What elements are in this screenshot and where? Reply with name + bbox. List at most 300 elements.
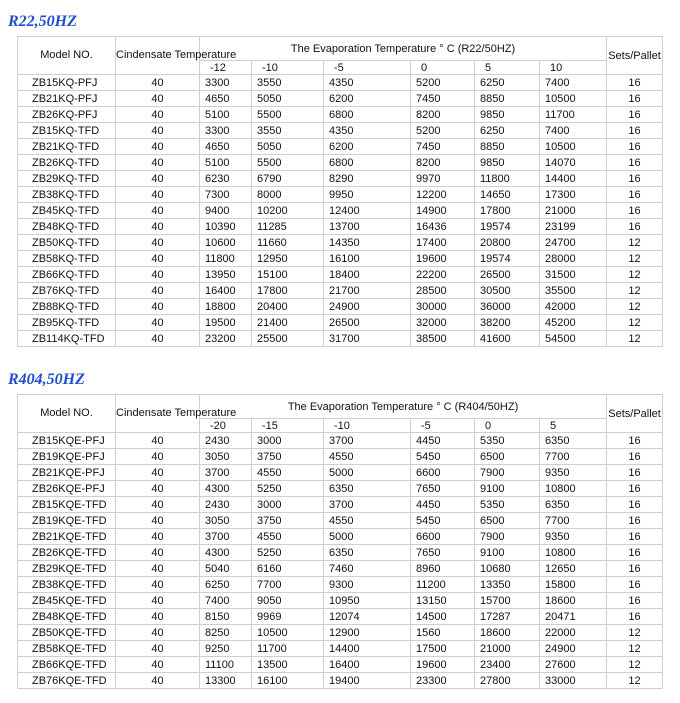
capacity-cell: 9250 <box>200 641 252 657</box>
capacity-cell: 5200 <box>411 75 475 91</box>
condensate-cell: 40 <box>116 545 200 561</box>
capacity-cell: 6800 <box>324 107 411 123</box>
capacity-cell: 5050 <box>252 139 324 155</box>
condensate-cell: 40 <box>116 529 200 545</box>
capacity-cell: 17287 <box>475 609 540 625</box>
capacity-cell: 6500 <box>475 449 540 465</box>
capacity-cell: 11660 <box>252 235 324 251</box>
capacity-cell: 25500 <box>252 331 324 347</box>
section-title-r22: R22,50HZ <box>8 13 77 30</box>
condensate-cell: 40 <box>116 75 200 91</box>
sets-cell: 12 <box>607 251 663 267</box>
capacity-cell: 6350 <box>324 481 411 497</box>
table-row <box>18 107 663 123</box>
temp-header: -10 <box>324 419 411 433</box>
capacity-cell: 23199 <box>540 219 607 235</box>
capacity-cell: 10390 <box>200 219 252 235</box>
capacity-cell: 10500 <box>252 625 324 641</box>
capacity-cell: 11700 <box>540 107 607 123</box>
capacity-cell: 7700 <box>540 449 607 465</box>
capacity-cell: 3700 <box>324 433 411 449</box>
model-cell: ZB26KQE-TFD <box>18 545 116 561</box>
capacity-cell: 15700 <box>475 593 540 609</box>
capacity-cell: 11800 <box>200 251 252 267</box>
capacity-cell: 5000 <box>324 465 411 481</box>
capacity-cell: 3300 <box>200 123 252 139</box>
capacity-cell: 30000 <box>411 299 475 315</box>
temp-header: -15 <box>252 419 324 433</box>
capacity-cell: 7400 <box>200 593 252 609</box>
temp-header: -12 <box>200 61 252 75</box>
capacity-cell: 24900 <box>540 641 607 657</box>
header-sets: Sets/Pallet <box>607 395 663 433</box>
capacity-cell: 28000 <box>540 251 607 267</box>
condensate-cell: 40 <box>116 267 200 283</box>
capacity-cell: 14070 <box>540 155 607 171</box>
model-cell: ZB29KQE-TFD <box>18 561 116 577</box>
capacity-cell: 3050 <box>200 449 252 465</box>
capacity-cell: 17400 <box>411 235 475 251</box>
capacity-cell: 10800 <box>540 481 607 497</box>
table-row <box>18 529 663 545</box>
capacity-cell: 9950 <box>324 187 411 203</box>
capacity-cell: 10500 <box>540 139 607 155</box>
capacity-cell: 9100 <box>475 481 540 497</box>
condensate-cell: 40 <box>116 251 200 267</box>
capacity-cell: 7450 <box>411 91 475 107</box>
capacity-cell: 27800 <box>475 673 540 689</box>
capacity-cell: 12900 <box>324 625 411 641</box>
capacity-cell: 5050 <box>252 91 324 107</box>
header-sets: Sets/Pallet <box>607 37 663 75</box>
capacity-cell: 12650 <box>540 561 607 577</box>
table-row <box>18 123 663 139</box>
sets-cell: 16 <box>607 139 663 155</box>
capacity-cell: 3700 <box>200 529 252 545</box>
capacity-cell: 8000 <box>252 187 324 203</box>
capacity-cell: 19500 <box>200 315 252 331</box>
model-cell: ZB88KQ-TFD <box>18 299 116 315</box>
capacity-cell: 3550 <box>252 123 324 139</box>
sets-cell: 16 <box>607 155 663 171</box>
model-cell: ZB15KQ-PFJ <box>18 75 116 91</box>
model-cell: ZB26KQ-PFJ <box>18 107 116 123</box>
capacity-cell: 9970 <box>411 171 475 187</box>
capacity-cell: 14650 <box>475 187 540 203</box>
capacity-cell: 6350 <box>540 497 607 513</box>
capacity-cell: 9300 <box>324 577 411 593</box>
table-row <box>18 593 663 609</box>
capacity-cell: 4550 <box>324 449 411 465</box>
condensate-cell: 40 <box>116 139 200 155</box>
condensate-cell: 40 <box>116 561 200 577</box>
capacity-cell: 11700 <box>252 641 324 657</box>
capacity-cell: 12950 <box>252 251 324 267</box>
table-row <box>18 513 663 529</box>
capacity-cell: 4550 <box>252 529 324 545</box>
capacity-cell: 1560 <box>411 625 475 641</box>
capacity-cell: 19400 <box>324 673 411 689</box>
capacity-cell: 14400 <box>540 171 607 187</box>
capacity-cell: 5350 <box>475 433 540 449</box>
table-row <box>18 577 663 593</box>
capacity-cell: 6600 <box>411 465 475 481</box>
capacity-cell: 13700 <box>324 219 411 235</box>
model-cell: ZB19KQE-PFJ <box>18 449 116 465</box>
capacity-cell: 22200 <box>411 267 475 283</box>
capacity-cell: 16100 <box>324 251 411 267</box>
condensate-cell: 40 <box>116 481 200 497</box>
sets-cell: 16 <box>607 577 663 593</box>
capacity-cell: 17500 <box>411 641 475 657</box>
capacity-cell: 7460 <box>324 561 411 577</box>
capacity-cell: 9969 <box>252 609 324 625</box>
sets-cell: 16 <box>607 497 663 513</box>
condensate-cell: 40 <box>116 187 200 203</box>
condensate-cell: 40 <box>116 577 200 593</box>
table-row <box>18 497 663 513</box>
capacity-cell: 38500 <box>411 331 475 347</box>
capacity-cell: 9350 <box>540 465 607 481</box>
capacity-cell: 19600 <box>411 251 475 267</box>
capacity-cell: 9050 <box>252 593 324 609</box>
capacity-cell: 12400 <box>324 203 411 219</box>
table-row <box>18 465 663 481</box>
capacity-cell: 17800 <box>475 203 540 219</box>
model-cell: ZB15KQE-PFJ <box>18 433 116 449</box>
temp-header: -20 <box>200 419 252 433</box>
capacity-cell: 3550 <box>252 75 324 91</box>
capacity-cell: 23300 <box>411 673 475 689</box>
header-model: Model NO. <box>18 395 116 433</box>
capacity-cell: 3050 <box>200 513 252 529</box>
capacity-cell: 11800 <box>475 171 540 187</box>
condensate-cell: 40 <box>116 593 200 609</box>
capacity-cell: 4650 <box>200 91 252 107</box>
capacity-cell: 6790 <box>252 171 324 187</box>
capacity-cell: 17800 <box>252 283 324 299</box>
model-cell: ZB58KQ-TFD <box>18 251 116 267</box>
capacity-cell: 19574 <box>475 219 540 235</box>
capacity-cell: 9100 <box>475 545 540 561</box>
model-cell: ZB21KQE-PFJ <box>18 465 116 481</box>
capacity-cell: 4550 <box>252 465 324 481</box>
capacity-cell: 21700 <box>324 283 411 299</box>
capacity-cell: 18400 <box>324 267 411 283</box>
condensate-cell: 40 <box>116 513 200 529</box>
capacity-cell: 6250 <box>200 577 252 593</box>
capacity-cell: 7400 <box>540 123 607 139</box>
temp-header: 0 <box>475 419 540 433</box>
capacity-cell: 6200 <box>324 91 411 107</box>
condensate-cell: 40 <box>116 203 200 219</box>
table-row <box>18 187 663 203</box>
model-cell: ZB50KQ-TFD <box>18 235 116 251</box>
model-cell: ZB38KQE-TFD <box>18 577 116 593</box>
sets-cell: 16 <box>607 123 663 139</box>
table-row <box>18 155 663 171</box>
condensate-cell: 40 <box>116 91 200 107</box>
capacity-cell: 7300 <box>200 187 252 203</box>
capacity-cell: 30500 <box>475 283 540 299</box>
capacity-cell: 41600 <box>475 331 540 347</box>
condensate-cell: 40 <box>116 465 200 481</box>
sets-cell: 12 <box>607 657 663 673</box>
capacity-cell: 6200 <box>324 139 411 155</box>
sets-cell: 12 <box>607 283 663 299</box>
capacity-cell: 7650 <box>411 545 475 561</box>
table-row <box>18 235 663 251</box>
sets-cell: 16 <box>607 107 663 123</box>
capacity-cell: 6350 <box>324 545 411 561</box>
capacity-cell: 18800 <box>200 299 252 315</box>
model-cell: ZB58KQE-TFD <box>18 641 116 657</box>
sets-cell: 12 <box>607 267 663 283</box>
capacity-cell: 45200 <box>540 315 607 331</box>
condensate-cell: 40 <box>116 235 200 251</box>
capacity-cell: 5100 <box>200 155 252 171</box>
condensate-cell: 40 <box>116 107 200 123</box>
model-cell: ZB15KQE-TFD <box>18 497 116 513</box>
model-cell: ZB76KQ-TFD <box>18 283 116 299</box>
condensate-cell: 40 <box>116 497 200 513</box>
capacity-cell: 21000 <box>475 641 540 657</box>
condensate-cell: 40 <box>116 299 200 315</box>
capacity-cell: 14500 <box>411 609 475 625</box>
table-row <box>18 609 663 625</box>
capacity-cell: 12074 <box>324 609 411 625</box>
capacity-cell: 4450 <box>411 497 475 513</box>
table-row <box>18 561 663 577</box>
capacity-cell: 3750 <box>252 513 324 529</box>
capacity-cell: 8200 <box>411 155 475 171</box>
model-cell: ZB21KQE-TFD <box>18 529 116 545</box>
temp-header: -5 <box>411 419 475 433</box>
sets-cell: 16 <box>607 609 663 625</box>
condensate-cell: 40 <box>116 155 200 171</box>
capacity-cell: 38200 <box>475 315 540 331</box>
capacity-cell: 16400 <box>324 657 411 673</box>
sets-cell: 12 <box>607 299 663 315</box>
model-cell: ZB48KQE-TFD <box>18 609 116 625</box>
header-condensate: Cindensate Temperature <box>116 37 200 75</box>
capacity-cell: 4350 <box>324 123 411 139</box>
capacity-cell: 31500 <box>540 267 607 283</box>
model-cell: ZB21KQ-PFJ <box>18 91 116 107</box>
temp-header: 0 <box>411 61 475 75</box>
capacity-cell: 6250 <box>475 75 540 91</box>
capacity-cell: 23200 <box>200 331 252 347</box>
temp-header: 5 <box>540 419 607 433</box>
model-cell: ZB15KQ-TFD <box>18 123 116 139</box>
spec-table-r22 <box>17 36 663 347</box>
capacity-cell: 10950 <box>324 593 411 609</box>
capacity-cell: 3700 <box>200 465 252 481</box>
capacity-cell: 2430 <box>200 433 252 449</box>
sets-cell: 16 <box>607 203 663 219</box>
capacity-cell: 26500 <box>475 267 540 283</box>
capacity-cell: 3300 <box>200 75 252 91</box>
capacity-cell: 7900 <box>475 465 540 481</box>
table-row <box>18 625 663 641</box>
condensate-cell: 40 <box>116 315 200 331</box>
capacity-cell: 13300 <box>200 673 252 689</box>
model-cell: ZB114KQ-TFD <box>18 331 116 347</box>
header-evaporation: The Evaporation Temperature ° C (R404/50HZ) <box>200 395 607 419</box>
table-body-r404 <box>18 433 663 689</box>
capacity-cell: 6350 <box>540 433 607 449</box>
table-row <box>18 219 663 235</box>
model-cell: ZB66KQ-TFD <box>18 267 116 283</box>
sets-cell: 16 <box>607 465 663 481</box>
capacity-cell: 23400 <box>475 657 540 673</box>
table-row <box>18 267 663 283</box>
temp-header: 10 <box>540 61 607 75</box>
sets-cell: 12 <box>607 315 663 331</box>
header-model: Model NO. <box>18 37 116 75</box>
capacity-cell: 7450 <box>411 139 475 155</box>
capacity-cell: 14400 <box>324 641 411 657</box>
table-row <box>18 641 663 657</box>
sets-cell: 16 <box>607 75 663 91</box>
capacity-cell: 3700 <box>324 497 411 513</box>
spec-table-r404 <box>17 394 663 689</box>
table-row <box>18 91 663 107</box>
table-row <box>18 433 663 449</box>
table-row <box>18 251 663 267</box>
capacity-cell: 20400 <box>252 299 324 315</box>
capacity-cell: 8290 <box>324 171 411 187</box>
condensate-cell: 40 <box>116 609 200 625</box>
capacity-cell: 6600 <box>411 529 475 545</box>
model-cell: ZB45KQE-TFD <box>18 593 116 609</box>
capacity-cell: 22000 <box>540 625 607 641</box>
table-row <box>18 203 663 219</box>
capacity-cell: 7650 <box>411 481 475 497</box>
capacity-cell: 5450 <box>411 513 475 529</box>
capacity-cell: 15800 <box>540 577 607 593</box>
capacity-cell: 8150 <box>200 609 252 625</box>
condensate-cell: 40 <box>116 673 200 689</box>
model-cell: ZB26KQ-TFD <box>18 155 116 171</box>
condensate-cell: 40 <box>116 433 200 449</box>
capacity-cell: 10600 <box>200 235 252 251</box>
capacity-cell: 9850 <box>475 155 540 171</box>
capacity-cell: 7400 <box>540 75 607 91</box>
capacity-cell: 7700 <box>252 577 324 593</box>
temp-header: -10 <box>252 61 324 75</box>
capacity-cell: 5040 <box>200 561 252 577</box>
capacity-cell: 8850 <box>475 139 540 155</box>
capacity-cell: 6800 <box>324 155 411 171</box>
condensate-cell: 40 <box>116 641 200 657</box>
sets-cell: 16 <box>607 433 663 449</box>
capacity-cell: 4650 <box>200 139 252 155</box>
capacity-cell: 6250 <box>475 123 540 139</box>
capacity-cell: 5350 <box>475 497 540 513</box>
model-cell: ZB26KQE-PFJ <box>18 481 116 497</box>
capacity-cell: 13150 <box>411 593 475 609</box>
capacity-cell: 4350 <box>324 75 411 91</box>
sets-cell: 12 <box>607 673 663 689</box>
capacity-cell: 3750 <box>252 449 324 465</box>
capacity-cell: 10200 <box>252 203 324 219</box>
capacity-cell: 7900 <box>475 529 540 545</box>
table-row <box>18 299 663 315</box>
condensate-cell: 40 <box>116 657 200 673</box>
section-title-r404: R404,50HZ <box>8 371 85 388</box>
header-condensate: Cindensate Temperature <box>116 395 200 433</box>
capacity-cell: 5250 <box>252 481 324 497</box>
capacity-cell: 14900 <box>411 203 475 219</box>
capacity-cell: 6160 <box>252 561 324 577</box>
table-row <box>18 315 663 331</box>
condensate-cell: 40 <box>116 625 200 641</box>
capacity-cell: 9850 <box>475 107 540 123</box>
table-row <box>18 481 663 497</box>
capacity-cell: 5500 <box>252 107 324 123</box>
capacity-cell: 5200 <box>411 123 475 139</box>
sets-cell: 16 <box>607 91 663 107</box>
table-row <box>18 673 663 689</box>
capacity-cell: 16400 <box>200 283 252 299</box>
capacity-cell: 5450 <box>411 449 475 465</box>
table-row <box>18 331 663 347</box>
capacity-cell: 3000 <box>252 497 324 513</box>
capacity-cell: 19600 <box>411 657 475 673</box>
capacity-cell: 21000 <box>540 203 607 219</box>
capacity-cell: 5250 <box>252 545 324 561</box>
capacity-cell: 11200 <box>411 577 475 593</box>
model-cell: ZB50KQE-TFD <box>18 625 116 641</box>
capacity-cell: 13350 <box>475 577 540 593</box>
capacity-cell: 31700 <box>324 331 411 347</box>
capacity-cell: 35500 <box>540 283 607 299</box>
capacity-cell: 8250 <box>200 625 252 641</box>
sets-cell: 16 <box>607 593 663 609</box>
sets-cell: 16 <box>607 171 663 187</box>
condensate-cell: 40 <box>116 331 200 347</box>
capacity-cell: 9400 <box>200 203 252 219</box>
capacity-cell: 4300 <box>200 545 252 561</box>
capacity-cell: 24700 <box>540 235 607 251</box>
capacity-cell: 36000 <box>475 299 540 315</box>
sets-cell: 12 <box>607 235 663 251</box>
table-row <box>18 283 663 299</box>
sets-cell: 12 <box>607 625 663 641</box>
model-cell: ZB19KQE-TFD <box>18 513 116 529</box>
condensate-cell: 40 <box>116 123 200 139</box>
table-row <box>18 171 663 187</box>
model-cell: ZB38KQ-TFD <box>18 187 116 203</box>
capacity-cell: 18600 <box>475 625 540 641</box>
table-row <box>18 139 663 155</box>
capacity-cell: 10680 <box>475 561 540 577</box>
capacity-cell: 13500 <box>252 657 324 673</box>
condensate-cell: 40 <box>116 449 200 465</box>
model-cell: ZB48KQ-TFD <box>18 219 116 235</box>
capacity-cell: 24900 <box>324 299 411 315</box>
sets-cell: 12 <box>607 641 663 657</box>
sets-cell: 16 <box>607 513 663 529</box>
model-cell: ZB76KQE-TFD <box>18 673 116 689</box>
capacity-cell: 8200 <box>411 107 475 123</box>
capacity-cell: 12200 <box>411 187 475 203</box>
table-row <box>18 75 663 91</box>
table-row <box>18 545 663 561</box>
capacity-cell: 19574 <box>475 251 540 267</box>
capacity-cell: 28500 <box>411 283 475 299</box>
